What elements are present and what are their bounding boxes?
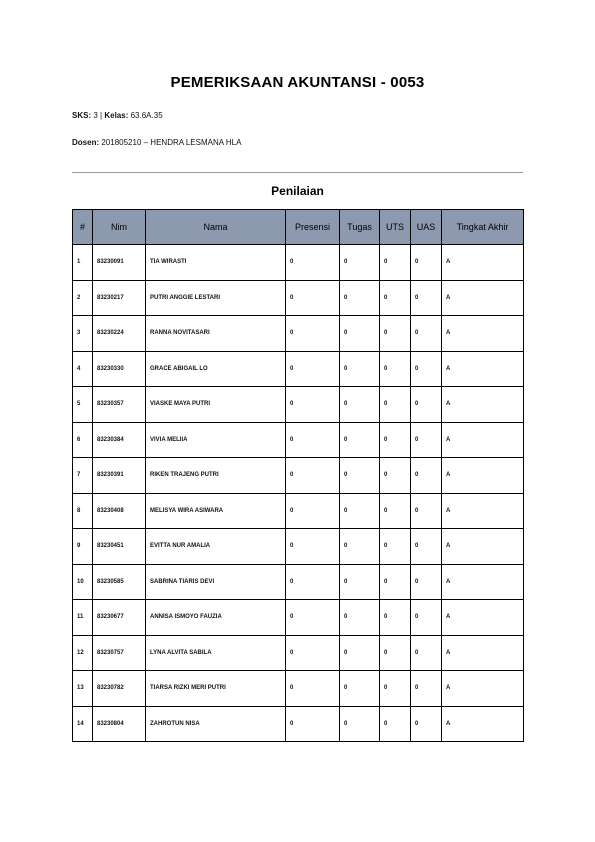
nim-cell: 83230217 [93, 280, 146, 316]
nim-cell: 83230585 [93, 564, 146, 600]
table-row [73, 387, 524, 423]
row-number: 3 [73, 316, 93, 352]
uas-cell: 0 [411, 316, 442, 352]
presensi-cell: 0 [286, 458, 340, 494]
nim-cell: 83230384 [93, 422, 146, 458]
name-cell: LYNA ALVITA SABILA [146, 635, 286, 671]
tugas-cell: 0 [340, 245, 380, 281]
name-cell: GRACE ABIGAIL LO [146, 351, 286, 387]
uts-cell: 0 [380, 635, 411, 671]
header-cell: Presensi [286, 210, 340, 245]
nim-cell: 83230804 [93, 706, 146, 742]
name-cell: VIASKE MAYA PUTRI [146, 387, 286, 423]
presensi-cell: 0 [286, 316, 340, 352]
nim-cell: 83230224 [93, 316, 146, 352]
table-row [73, 422, 524, 458]
uas-cell: 0 [411, 387, 442, 423]
name-cell: TIARSA RIZKI MERI PUTRI [146, 671, 286, 707]
dosen-value: 201805210 – HENDRA LESMANA HLA [101, 138, 242, 147]
kelas-value: 63.6A.35 [130, 111, 163, 120]
tugas-cell: 0 [340, 351, 380, 387]
uts-cell: 0 [380, 351, 411, 387]
row-number: 11 [73, 600, 93, 636]
uas-cell: 0 [411, 493, 442, 529]
name-cell: SABRINA TIARIS DEVI [146, 564, 286, 600]
final-grade-cell: A [442, 245, 524, 281]
name-cell: ZAHROTUN NISA [146, 706, 286, 742]
row-number: 7 [73, 458, 93, 494]
uas-cell: 0 [411, 600, 442, 636]
presensi-cell: 0 [286, 493, 340, 529]
final-grade-cell: A [442, 671, 524, 707]
presensi-cell: 0 [286, 529, 340, 565]
header-cell: Tugas [340, 210, 380, 245]
section-title: Penilaian [271, 184, 324, 198]
divider [72, 172, 523, 173]
header-cell: Nim [93, 210, 146, 245]
row-number: 9 [73, 529, 93, 565]
table-body [73, 245, 524, 742]
kelas-label: Kelas: [104, 111, 129, 120]
uas-cell: 0 [411, 635, 442, 671]
table-row [73, 316, 524, 352]
header-cell: UAS [411, 210, 442, 245]
tugas-cell: 0 [340, 458, 380, 494]
course-info-line [72, 111, 163, 120]
uas-cell: 0 [411, 422, 442, 458]
table-header-row [73, 210, 524, 245]
header-cell: # [73, 210, 93, 245]
presensi-cell: 0 [286, 564, 340, 600]
uts-cell: 0 [380, 245, 411, 281]
table-row [73, 280, 524, 316]
final-grade-cell: A [442, 706, 524, 742]
presensi-cell: 0 [286, 280, 340, 316]
nim-cell: 83230677 [93, 600, 146, 636]
table-row [73, 706, 524, 742]
uts-cell: 0 [380, 671, 411, 707]
presensi-cell: 0 [286, 671, 340, 707]
tugas-cell: 0 [340, 529, 380, 565]
uts-cell: 0 [380, 706, 411, 742]
row-number: 13 [73, 671, 93, 707]
name-cell: VIVIA MELIIA [146, 422, 286, 458]
table-row [73, 458, 524, 494]
nim-cell: 83230330 [93, 351, 146, 387]
table-row [73, 600, 524, 636]
name-cell: RIKEN TRAJENG PUTRI [146, 458, 286, 494]
uts-cell: 0 [380, 529, 411, 565]
uts-cell: 0 [380, 493, 411, 529]
name-cell: MELISYA WIRA ASIWARA [146, 493, 286, 529]
name-cell: ANNISA ISMOYO FAUZIA [146, 600, 286, 636]
final-grade-cell: A [442, 493, 524, 529]
grades-table [72, 209, 524, 742]
header-cell: UTS [380, 210, 411, 245]
row-number: 1 [73, 245, 93, 281]
table-row [73, 529, 524, 565]
tugas-cell: 0 [340, 635, 380, 671]
nim-cell: 83230091 [93, 245, 146, 281]
sks-label: SKS: [72, 111, 92, 120]
name-cell: EVITTA NUR AMALIA [146, 529, 286, 565]
presensi-cell: 0 [286, 706, 340, 742]
uas-cell: 0 [411, 529, 442, 565]
uas-cell: 0 [411, 351, 442, 387]
name-cell: TIA WIRASTI [146, 245, 286, 281]
uas-cell: 0 [411, 245, 442, 281]
final-grade-cell: A [442, 422, 524, 458]
uts-cell: 0 [380, 564, 411, 600]
uas-cell: 0 [411, 280, 442, 316]
row-number: 4 [73, 351, 93, 387]
table-row [73, 245, 524, 281]
tugas-cell: 0 [340, 600, 380, 636]
final-grade-cell: A [442, 458, 524, 494]
table-row [73, 351, 524, 387]
presensi-cell: 0 [286, 351, 340, 387]
presensi-cell: 0 [286, 245, 340, 281]
final-grade-cell: A [442, 351, 524, 387]
tugas-cell: 0 [340, 422, 380, 458]
dosen-label: Dosen: [72, 138, 100, 147]
presensi-cell: 0 [286, 635, 340, 671]
final-grade-cell: A [442, 600, 524, 636]
uts-cell: 0 [380, 316, 411, 352]
uas-cell: 0 [411, 706, 442, 742]
name-cell: PUTRI ANGGIE LESTARI [146, 280, 286, 316]
tugas-cell: 0 [340, 316, 380, 352]
final-grade-cell: A [442, 564, 524, 600]
presensi-cell: 0 [286, 600, 340, 636]
tugas-cell: 0 [340, 387, 380, 423]
header-cell: Tingkat Akhir [442, 210, 524, 245]
row-number: 6 [73, 422, 93, 458]
table-row [73, 635, 524, 671]
nim-cell: 83230408 [93, 493, 146, 529]
tugas-cell: 0 [340, 280, 380, 316]
lecturer-info-line [72, 138, 241, 147]
tugas-cell: 0 [340, 564, 380, 600]
presensi-cell: 0 [286, 422, 340, 458]
nim-cell: 83230782 [93, 671, 146, 707]
uas-cell: 0 [411, 458, 442, 494]
nim-cell: 83230451 [93, 529, 146, 565]
page-title: PEMERIKSAAN AKUNTANSI - 0053 [170, 74, 425, 91]
nim-cell: 83230391 [93, 458, 146, 494]
nim-cell: 83230757 [93, 635, 146, 671]
separator: | [100, 111, 103, 120]
uts-cell: 0 [380, 458, 411, 494]
final-grade-cell: A [442, 316, 524, 352]
uts-cell: 0 [380, 387, 411, 423]
sks-value: 3 [93, 111, 98, 120]
presensi-cell: 0 [286, 387, 340, 423]
row-number: 14 [73, 706, 93, 742]
row-number: 5 [73, 387, 93, 423]
row-number: 12 [73, 635, 93, 671]
row-number: 10 [73, 564, 93, 600]
table-row [73, 564, 524, 600]
nim-cell: 83230357 [93, 387, 146, 423]
tugas-cell: 0 [340, 671, 380, 707]
table-row [73, 493, 524, 529]
uts-cell: 0 [380, 600, 411, 636]
uas-cell: 0 [411, 671, 442, 707]
tugas-cell: 0 [340, 493, 380, 529]
uts-cell: 0 [380, 422, 411, 458]
tugas-cell: 0 [340, 706, 380, 742]
table-row [73, 671, 524, 707]
final-grade-cell: A [442, 635, 524, 671]
uas-cell: 0 [411, 564, 442, 600]
final-grade-cell: A [442, 529, 524, 565]
row-number: 2 [73, 280, 93, 316]
row-number: 8 [73, 493, 93, 529]
final-grade-cell: A [442, 280, 524, 316]
name-cell: RANNA NOVITASARI [146, 316, 286, 352]
uts-cell: 0 [380, 280, 411, 316]
final-grade-cell: A [442, 387, 524, 423]
header-cell: Nama [146, 210, 286, 245]
